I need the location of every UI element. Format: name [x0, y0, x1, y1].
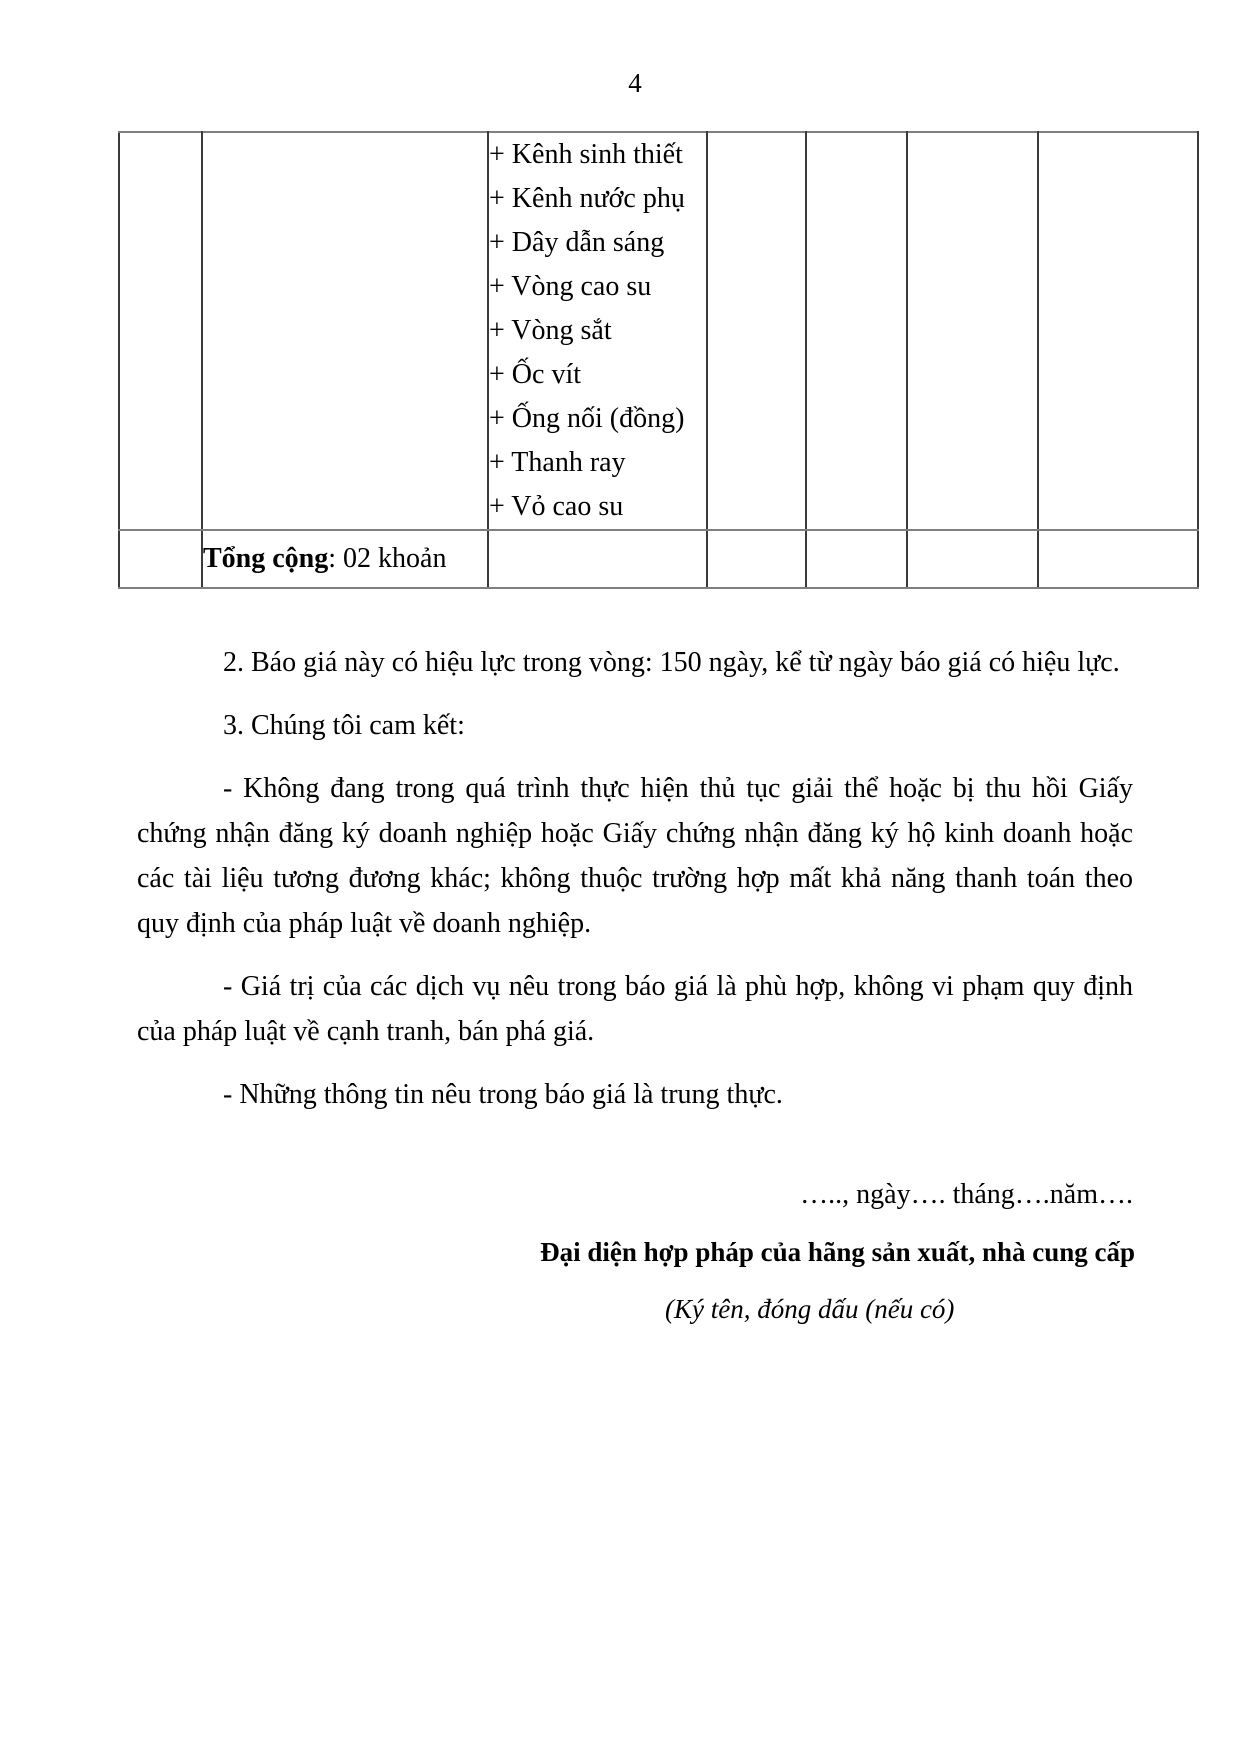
- signature-representative-line: Đại diện hợp pháp của hãng sản xuất, nhà cung cấp: [540, 1237, 1135, 1267]
- page-number: 4: [628, 68, 642, 98]
- cell-total-empty: [1038, 132, 1198, 530]
- cell-total-stt-empty: [119, 530, 202, 588]
- paragraph-commitment-1: - Không đang trong quá trình thực hiện thủ tục giải thể hoặc bị thu hồi Giấy chứng nhận đăng ký doanh nghiệp hoặc Giấy chứng nhận đăng ký hộ kinh doanh hoặc các tài liệu tương đương khác; không thuộc trường hợp mất khả năng thanh toán theo quy định của pháp luật về doanh nghiệp.: [137, 773, 1133, 939]
- cell-price-empty: [907, 132, 1038, 530]
- item-line: + Ống nối (đồng): [489, 403, 685, 434]
- total-label-bold: Tổng cộng: [203, 543, 329, 574]
- item-line: + Vỏ cao su: [489, 491, 624, 522]
- cell-unit-empty: [707, 132, 806, 530]
- item-line: + Vòng sắt: [489, 315, 612, 346]
- table-row-total: [119, 530, 1198, 588]
- item-line: + Ốc vít: [489, 359, 581, 390]
- quote-table: [118, 131, 1199, 589]
- item-line: + Kênh sinh thiết: [489, 139, 683, 170]
- cell-total-c4-empty: [707, 530, 806, 588]
- paragraph-commitment-3: - Những thông tin nêu trong báo giá là trung thực.: [223, 1079, 783, 1110]
- cell-description-empty: [202, 132, 488, 530]
- cell-total-c7-empty: [1038, 530, 1198, 588]
- paragraph-commitment-2: - Giá trị của các dịch vụ nêu trong báo giá là phù hợp, không vi phạm quy định của pháp luật về cạnh tranh, bán phá giá.: [137, 971, 1133, 1047]
- cell-item-list: [488, 132, 707, 530]
- total-label-rest: : 02 khoản: [328, 543, 447, 574]
- cell-total-c5-empty: [806, 530, 907, 588]
- cell-stt-empty: [119, 132, 202, 530]
- cell-total-c6-empty: [907, 530, 1038, 588]
- item-line: + Thanh ray: [489, 447, 626, 478]
- cell-total-label: [202, 530, 488, 588]
- signature-date-line: ….., ngày…. tháng….năm….: [800, 1179, 1133, 1210]
- signature-sign-note: (Ký tên, đóng dấu (nếu có): [665, 1294, 955, 1324]
- paragraph-commitment-intro: 3. Chúng tôi cam kết:: [223, 710, 465, 741]
- cell-qty-empty: [806, 132, 907, 530]
- item-line: + Kênh nước phụ: [489, 183, 685, 214]
- body-text: [137, 640, 1133, 1117]
- cell-total-c3-empty: [488, 530, 707, 588]
- paragraph-validity: 2. Báo giá này có hiệu lực trong vòng: 150 ngày, kể từ ngày báo giá có hiệu lực.: [223, 647, 1120, 678]
- item-line: + Dây dẫn sáng: [489, 227, 665, 258]
- item-line: + Vòng cao su: [489, 271, 652, 302]
- table-row-items: [119, 132, 1198, 530]
